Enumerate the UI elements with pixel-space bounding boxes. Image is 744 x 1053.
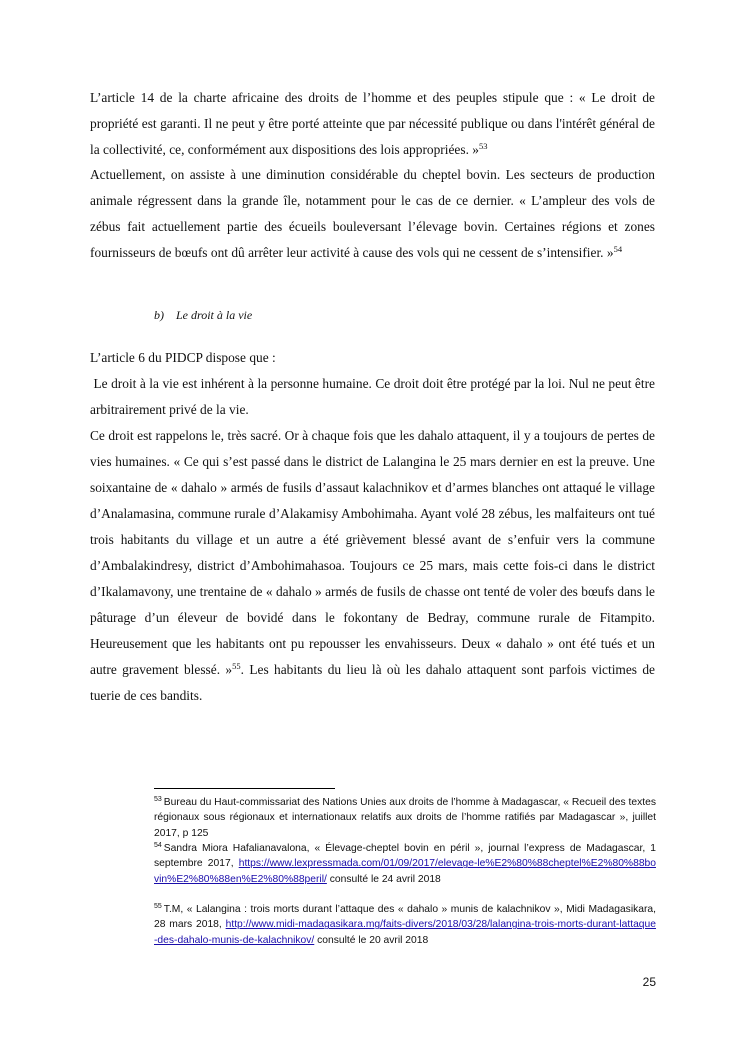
- footnote-54: [154, 841, 656, 887]
- footnote-ref-55[interactable]: 55: [232, 661, 241, 671]
- footnote-text-end: consulté le 20 avril 2018: [314, 934, 429, 946]
- footnote-number: 55: [154, 903, 162, 910]
- footnote-link-lexpress[interactable]: https://www.lexpressmada.com/01/09/2017/elevage-le%E2%80%88cheptel%E2%80%88bovin%E2%80%88en%E2%80%88peril/: [154, 858, 656, 885]
- footnote-text: T.M, « Lalangina : trois morts durant l’attaque des « dahalo » munis de kalachnikov », Midi Madagasikara, 28 mars 2018,: [154, 904, 656, 931]
- paragraph-article-6: L’article 6 du PIDCP dispose que :: [90, 350, 276, 365]
- paragraph-text: Ce droit est rappelons le, très sacré. Or à chaque fois que les dahalo attaquent, il y a toujours de pertes de vies humaines. « Ce qui s’est passé dans le district de Lalangina le 25 mars dernier en est la preuve. Une soixantaine de « dahalo » armés de fusils d’assaut kalachnikov et d’armes blanches ont attaqué le village d’Analamasina, commune rurale d’Alakamisy Ambohimaha. Ayant volé 28 zébus, les malfaiteurs ont tué trois habitants du village et un autre a été grièvement blessé avant de s’enfuir vers la commune d’Ambalakindresy, district d’Ambohimahasoa. Toujours ce 25 mars, mais cette fois-ci dans le district d’Ikalamavony, une trentaine de « dahalo » armés de fusils de chasse ont tenté de voler des bœufs dans le pâturage d’un éleveur de bovidé dans le fokontany de Bedray, commune rurale de Fitampito. Heureusement que les habitants ont pu repousser les envahisseurs. Deux « dahalo » ont été tués et un autre gravement blessé. »: [90, 428, 655, 677]
- footnote-ref-54[interactable]: 54: [613, 244, 623, 254]
- subheading-title: Le droit à la vie: [176, 308, 253, 322]
- paragraph-cheptel: [90, 162, 655, 266]
- section-subheading: [154, 305, 252, 325]
- footnote-separator: [154, 788, 335, 789]
- footnote-text-end: consulté le 24 avril 2018: [326, 873, 441, 885]
- footnote-53: [154, 795, 656, 841]
- paragraph-article-14: [90, 85, 655, 163]
- footnote-number: 53: [154, 796, 162, 803]
- paragraph-dahalo-attacks: [90, 423, 655, 709]
- footnote-link-midi-madagasikara[interactable]: http://www.midi-madagasikara.mg/faits-divers/2018/03/28/lalangina-trois-morts-durant-lattaque-des-dahalo-munis-de-kalachnikov/: [154, 919, 656, 946]
- footnote-ref-53[interactable]: 53: [478, 141, 488, 151]
- page-number: 25: [642, 975, 656, 989]
- subheading-number: b): [154, 308, 164, 322]
- paragraph-quote-pidcp: [90, 371, 655, 423]
- paragraph-text: Actuellement, on assiste à une diminution considérable du cheptel bovin. Les secteurs de production animale régressent dans la grande île, notamment pour le cas de ce dernier. « L’ampleur des vols de zébus fait actuellement partie des écueils bouleversant l’élevage bovin. Certaines régions et zones fournisseurs de bœufs ont dû arrêter leur activité à cause des vols qui ne cessent de s’intensifier. »: [90, 167, 655, 260]
- paragraph-text: Le droit à la vie est inhérent à la personne humaine. Ce droit doit être protégé par la loi. Nul ne peut être arbitrairement privé de la vie.: [90, 376, 656, 417]
- footnote-number: 54: [154, 842, 162, 849]
- paragraph-text-end: . Les habitants du lieu là où les dahalo attaquent sont parfois victimes de tuerie de ces bandits.: [90, 662, 655, 703]
- footnote-text: Sandra Miora Hafalianavalona, « Élevage-cheptel bovin en péril », journal l’express de Madagascar, 1 septembre 2017,: [154, 843, 656, 870]
- footnote-text: Bureau du Haut-commissariat des Nations Unies aux droits de l’homme à Madagascar, « Recueil des textes régionaux sous régionaux et internationaux relatifs aux droits de l’homme ratifiés par Madagascar », juillet 2017, p 125: [154, 797, 656, 839]
- paragraph-text: L’article 14 de la charte africaine des droits de l’homme et des peuples stipule que : « Le droit de propriété est garanti. Il ne peut y être porté atteinte que par nécessité publique ou dans l'intérêt général de la collectivité, ce, conformément aux dispositions des lois appropriées. »: [90, 90, 655, 157]
- footnote-55: [154, 902, 656, 948]
